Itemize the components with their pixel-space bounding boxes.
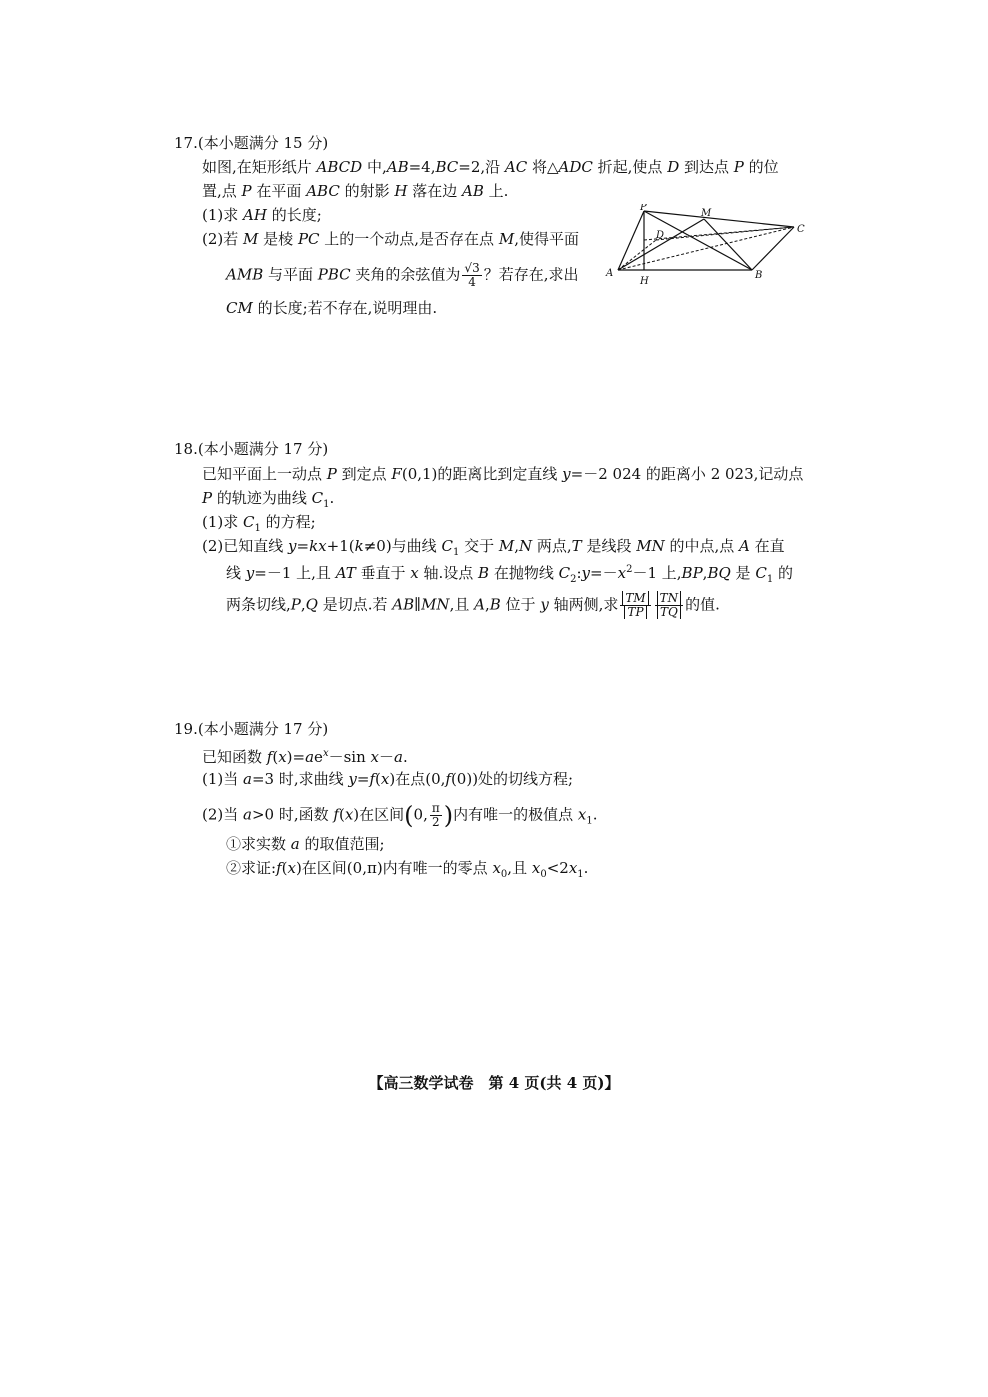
q19-heading: 19.(本小题满分 17 分)	[174, 720, 329, 738]
pyramid-figure	[600, 204, 812, 288]
label-C: C	[797, 224, 805, 235]
q17-statement-line2: 置,点 P 在平面 ABC 的射影 H 落在边 AB 上.	[202, 182, 509, 200]
q18-heading: 18.(本小题满分 17 分)	[174, 440, 329, 458]
label-B: B	[755, 270, 763, 281]
label-P: P	[640, 204, 647, 213]
q18-part2-line1: (2)已知直线 y=kx+1(k≠0)与曲线 $C_1$ 交于 M,N 两点,T 是线段 MN 的中点,点 A 在直	[202, 537, 785, 558]
q17-part2-line3: CM 的长度;若不存在,说明理由.	[226, 299, 438, 317]
q17-heading: 17.(本小题满分 15 分)	[174, 134, 329, 152]
label-M: M	[701, 208, 712, 219]
q18-statement-line1: 已知平面上一动点 P 到定点 F(0,1)的距离比到定直线 y=－2 024 的距离小 2 023,记动点	[202, 465, 804, 483]
q18-statement-line2: P 的轨迹为曲线 $C_1$.	[202, 489, 335, 510]
tn-over-tq-fraction: $\frac{TN}{TQ}$	[655, 592, 684, 619]
label-A: A	[606, 268, 614, 279]
q18-part2-line2: 线 y=－1 上,且 AT 垂直于 x 轴.设点 B 在抛物线 $C_2:y=-x^2-1$ 上,BP,BQ 是 $C_1$ 的	[226, 564, 793, 585]
page-footer: 【高三数学试卷 第 4 页(共 4 页)】	[368, 1074, 620, 1092]
q17-part1: (1)求 AH 的长度;	[202, 206, 322, 224]
q19-subpart1: ①求实数 a 的取值范围;	[226, 835, 385, 853]
tm-over-tp-fraction: $\frac{TM}{TP}$	[620, 592, 650, 619]
q19-statement: 已知函数 $f(x)=ae^x-\sin$ x－a.	[202, 748, 408, 766]
pi-over-2-fraction: $\frac{\pi}{2}$	[431, 801, 440, 829]
q19-subpart2: ②求证:f(x)在区间(0,π)内有唯一的零点 $x_0$,且 $x_0<2x_1$.	[226, 859, 589, 880]
label-H: H	[640, 276, 649, 287]
label-D: D	[656, 230, 665, 241]
q18-part2-line3: 两条切线,P,Q 是切点.若 AB∥MN,且 A,B 位于 y 轴两侧,求 $\frac{TM}{TP}$ $\frac{TN}{TQ}$ 的值.	[226, 591, 720, 619]
q17-part2-line1: (2)若 M 是棱 PC 上的一个动点,是否存在点 M,使得平面	[202, 230, 579, 248]
q17-part2-line2: AMB 与平面 PBC 夹角的余弦值为 $\frac{√3}{4}$ ？若存在,求出	[226, 261, 579, 289]
q18-part1: (1)求 $C_1$ 的方程;	[202, 513, 316, 534]
sqrt3-over-4-fraction: $\frac{√3}{4}$	[464, 261, 480, 289]
q19-part2: (2)当 a>0 时,函数 f(x)在区间(0, $\frac{\pi}{2}$ )内有唯一的极值点 $x_1$.	[202, 801, 598, 830]
q19-part1: (1)当 a=3 时,求曲线 y=f(x)在点(0,f(0))处的切线方程;	[202, 770, 574, 788]
q17-statement-line1: 如图,在矩形纸片 ABCD 中,AB=4,BC=2,沿 AC 将△ADC 折起,使点 D 到达点 P 的位	[202, 158, 779, 176]
